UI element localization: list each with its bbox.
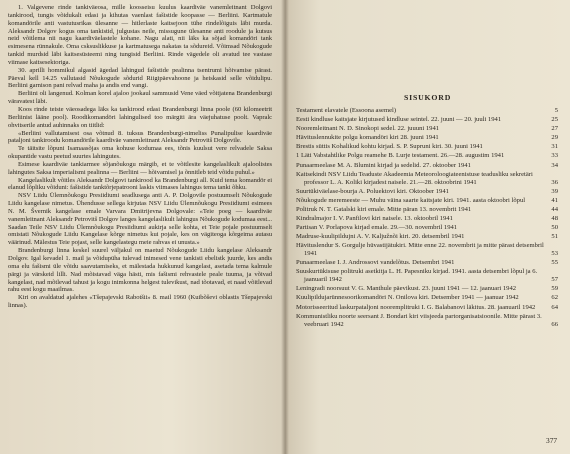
toc-entry-page: 44 bbox=[551, 205, 558, 213]
toc-entry bbox=[296, 162, 558, 170]
toc-entry-title: Kaitsekindi NSV Liidu Teaduste Akadeemia Meteoroloogiateenistuse teadusliku sekretäri professor L. A. Koliki kirjadest naisele. 21.—28. oktoobrini 1941 bbox=[296, 170, 533, 186]
toc-entry-title: Hävituslendur S. Gorgulje hüvastijätukiri. Mitte enne 22. novembrit ja mitte pärast detsembril 1941 bbox=[296, 242, 544, 258]
toc-entry bbox=[296, 259, 558, 267]
toc-entry bbox=[296, 107, 558, 115]
paragraph: Te täitsite lõpuni Isamaasõjas oma kohuse kodumaa ees, tõnis kuulsut vere relvadele Saksa okupantide vastu peetud suurtes lahingutes. bbox=[8, 145, 272, 161]
toc-entry-title: Motorisseeritud laskurpataljoni nooremplitruki I. G. Balabanovi läkitus. 28. jaanuaril 1942 bbox=[296, 303, 536, 311]
toc-entry bbox=[296, 294, 558, 302]
toc-entry bbox=[296, 268, 558, 284]
toc-entry-page: 36 bbox=[551, 178, 558, 186]
paragraph: 1. Valgevene rinde tankiväeosa, mille koosseisu kuulus kaardiväe vanemleitnant Dolgovi tankirood, tungis võidukalt edasi ja kihutas vaenlast fašistide koopasse — Berliini. Kartmatule komandörile anti vastutusrikas ülesanne — hitlerlaste kaitsejoon tühe rindelõiguis läbi murda. Aleksandr Dolgov kogus oma tankistid, julgustas neile, missugune ülesanne anti roodule ja kutsus neid võitlema nii nagu kaardiväelastele kohane. Nagu alati, nii läks ka sõjad komandöri tank esimesena rünnakule. Oma csksuslikkuse ja kartmatusega nakatas ta sõdureid. Võimsad Nõukogude tankid murdsid läbi kaitsesüsteemi ning tungisid Berliini. Rinde vägedele oli avatud tee vastase viimase kaitsesektoriga. bbox=[8, 4, 272, 66]
toc-entry bbox=[296, 171, 558, 187]
toc-entry-title: Eesti kindluse kaitsjate kirjutused kindluse seintel. 22. juuni — 20. juuli 1941 bbox=[296, 116, 502, 124]
toc-entry-page: 34 bbox=[551, 161, 558, 169]
toc-entry-title: Kuulipildujarünnesoorikomandöri N. Onilova kiri. Detsember 1941 — jaanuar 1942 bbox=[296, 294, 519, 302]
toc-entry bbox=[296, 197, 558, 205]
paragraph: Esimese kaardiväe tankiarmee sõjanõukogu märgib, et te võitlesite kangelaslikult ajaloolistes lahingutes Saksa imperialismi pealinna — Berliini — hõivamisel ja õnnitleb teid võidu puhul.» bbox=[8, 160, 272, 176]
left-page-text bbox=[8, 4, 272, 310]
toc-entry-page: 57 bbox=[551, 276, 558, 284]
paragraph: Berliini oli langenud. Kolman korel ajaloo jookaul sammusid Vene väed võitjatena Brandenburgi väravatest läbi. bbox=[8, 90, 272, 106]
paragraph: «Berliini vallutamisest osa võtnud 8. tuksus Brandenburgi-nimeliss Punalipulise kaardiväe pataljoni tankiroodu komandörile kaardiväe vanemleitnant Aleksandr Petrovitš Dolgovile. bbox=[8, 129, 272, 145]
toc-entry bbox=[296, 304, 558, 312]
toc-entry bbox=[296, 242, 558, 258]
toc-entry-page: 41 bbox=[551, 196, 558, 204]
toc-entry-title: Politruk N. T. Gatalski kiri emale. Mitte päran 13. novembrit 1941 bbox=[296, 205, 472, 213]
toc-entry-page: 39 bbox=[551, 187, 558, 195]
paragraph: NSV Liidu Ülemnõukogu Presiidiumi seadlusega anti A. P. Dolgovile postuumselt Nõukogude Liidu kangelase nimetus. Ühendusse sellega kirjutas NSV Liidu Ülemnõukogu Presiidiumi esimees N. M. Švernik kangelase emale Varvara Dmitrijevna Dolgovale: «Teie poeg — kaardiväe vanemleitnant Aleksandr Petrovitš Dolgov langes kangelaslikult lahingus Nõukogude kodumaa eest... Saadan Teile NSV Liidu Ülemnõukogu Presiidiumi aukirja selle kohta, et Teie pojale postuumselt omistati Nõukogude Liidu Kangelase kõrge nimetus kui pojale, kes on vägiteoga kõrgeima autasu väärinud. Mälestus Teie pojast, selle kangelastegu meie rahvas ei unusta.» bbox=[8, 192, 272, 247]
paragraph: 30. aprilli hommikul algasid ägedad lahingud fašistide pealinna tsentrumi hõivamise pärast. Päeval kell 14.25 vallutasid Nõukogude sõdurid Riigipäevahoone ja heiskasid selle võidulipu. Berliini garnison pani relvad maha ja andis end vangi. bbox=[8, 66, 272, 90]
toc-entry-title: Leningradi noorsuut V. G. Manthule päevikust. 23. juuni 1941 — 12. jaanuari 1942 bbox=[296, 285, 517, 293]
toc-entry-title: Partisan V. Porlapova kirjad emale. 29.—30. novembril 1941 bbox=[296, 224, 458, 232]
toc-entry bbox=[296, 285, 558, 293]
page-number: 377 bbox=[546, 436, 558, 445]
toc-entry bbox=[296, 143, 558, 151]
toc-entry bbox=[296, 233, 558, 241]
toc-heading: SISUKORD bbox=[404, 93, 452, 102]
toc-entry-title: Madruse-kuulipildujni A. V. Kaljužnõi kiri. 20. detsembril 1941 bbox=[296, 233, 465, 241]
toc-entry-title: Nooremleitnant N. D. Sinokopi sedel. 22. juuuni 1941 bbox=[296, 125, 440, 133]
toc-entry-title: Kommunistliku noorte seersant J. Bondari kiri viisjeeda partorganisatsioonile. Mitte pärast 3. veebruari 1942 bbox=[296, 312, 542, 328]
toc-entry bbox=[296, 188, 558, 196]
toc-entry bbox=[296, 313, 558, 329]
toc-entry-title: Kindralmajor I. V. Panfilovi kiri naisele. 13. oktoobril 1941 bbox=[296, 214, 453, 222]
toc-entry bbox=[296, 152, 558, 160]
book-gutter bbox=[281, 0, 289, 454]
paragraph: Brandenburgi linna keskel suurel väljakul on maetud Nõukogude Liidu kangelase Aleksandr Dolgov. Igal kevadel 1. mail ja võidupüha tulevad inimesed vene tankisti ebelistk juurde, kes andis oma elu fašismi üle võidu saavutamiseks, et mälestada hukkunud kangelast, asetada tema kalmule pärgi ja värskeid lilli. Nad mõistavad väga hästi, mis fašismi rehvastele peale tuuma, ja võivad kangelast, nad mõtlevad tahust ja kogu inimkonna helgest tulevikust, nad tõotavad, et naad võitlevad rahu eest kogu maailmas. bbox=[8, 247, 272, 294]
toc-entry-page: 5 bbox=[554, 107, 558, 114]
toc-entry-page: 53 bbox=[551, 250, 558, 258]
paragraph: Koos rinde teiste väeosadega läks ka tankirood edasi Brandenburgi linna poole (60 kilomeetrit Berliinist lääne pool). Roodikomandöri lahingulised too märgiti ära väejuhatuse poolt. Vapralc ohvitserile antud auhinnaks on tiitlid: bbox=[8, 105, 272, 129]
toc-entry-page: 29 bbox=[551, 134, 558, 142]
toc-entry bbox=[296, 206, 558, 214]
toc-entry bbox=[296, 224, 558, 232]
paragraph: Kangelaslikult võitles Aleksandr Dolgovi tankirood ka Brandenburgi all. Kuid tema komandör ei elanud lõpliku võiduni: fašistide tanktõrjepatrooni laskis viimases lahingus tema tanki õhku. bbox=[8, 176, 272, 192]
toc-entry-title: Suurtükiväelase-bourja A. Poluektovi kiri. Oktoober 1941 bbox=[296, 187, 449, 195]
toc-entry bbox=[296, 215, 558, 223]
toc-entry-page: 55 bbox=[551, 259, 558, 267]
toc-entry-page: 62 bbox=[551, 294, 558, 302]
toc-entry-title: Testament elavatele (Essoona asemel) bbox=[296, 107, 397, 114]
toc-entry-page: 51 bbox=[551, 233, 558, 241]
toc-entry-page: 59 bbox=[551, 285, 558, 293]
toc-entry-page: 50 bbox=[551, 224, 558, 232]
toc-entry-title: Punaarmeelase I. J. Androssovi vandelõtus. Detsembri 1941 bbox=[296, 259, 455, 267]
toc-entry-title: 1 Läti Vabstahtlike Polgu reamehe B. Lurje testament. 26.—28. augustim 1941 bbox=[296, 152, 505, 160]
toc-entry-page: 64 bbox=[551, 303, 558, 311]
toc-entry-page: 27 bbox=[551, 125, 558, 133]
toc-entry-page: 66 bbox=[551, 320, 558, 328]
toc-entry-title: Hävituslennukite polgu komandöri kiri 28. juuni 1941 bbox=[296, 134, 439, 142]
toc-entry-title: Nõukogude meremeeste — Muhu väina saarte kaitsjate kiri. 1941. aasta oktoobri lõpul bbox=[296, 196, 526, 204]
toc-entry-page: 25 bbox=[551, 116, 558, 124]
toc-entry-title: Punaarmeelase M. A. Blumini kirjad ja sedelid. 27. oktoober 1941 bbox=[296, 161, 471, 169]
toc-entry-title: Brestis süttis Kohalikud kohtu kirjad. S. P. Supruni kiri. 30. juuni 1941 bbox=[296, 143, 483, 151]
toc-entry bbox=[296, 134, 558, 142]
toc-entry-page: 31 bbox=[551, 143, 558, 151]
toc-entry-page: 48 bbox=[551, 214, 558, 222]
table-of-contents bbox=[296, 107, 558, 330]
toc-entry bbox=[296, 125, 558, 133]
toc-entry-page: 33 bbox=[551, 152, 558, 160]
toc-entry bbox=[296, 116, 558, 124]
paragraph: Kiri on avaldatud ajalehes «Tšepajevski Rabotšii» 8. mail 1960 (Kuibõševi oblastis Tšepajevski linnas). bbox=[8, 294, 272, 310]
toc-entry-title: Suuskurtükisuse politruki asetkitja L. H. Papesniku kirjad. 1941. aasta detsembri lõpul ja 6. jaanuaril 1942 bbox=[296, 268, 538, 284]
